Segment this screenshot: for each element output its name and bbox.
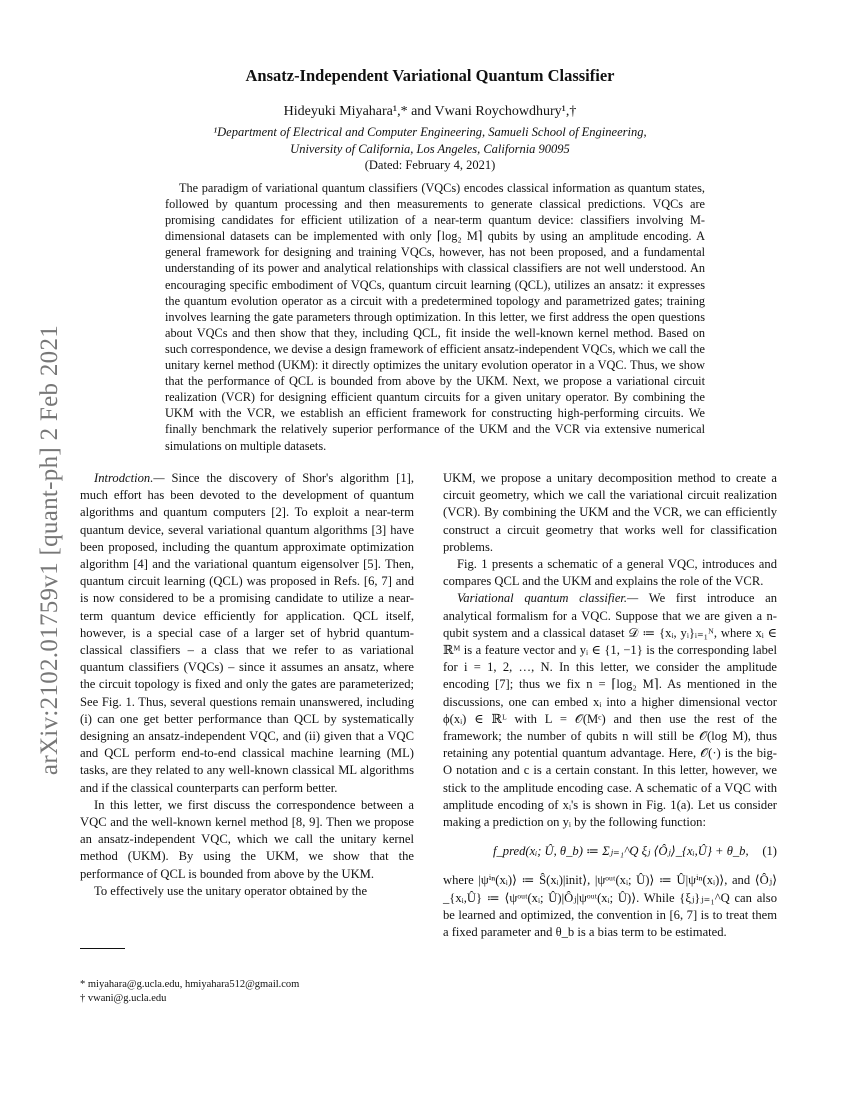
date-line: (Dated: February 4, 2021): [364, 158, 496, 172]
footnote: * miyahara@g.ucla.edu, hmiyahara512@gmail.com: [80, 979, 300, 990]
paragraph-text: Since the discovery of Shor's algorithm [1], much effort has been devoted to the development of quantum algorithms and quantum computers [2]. To exploit a near-term quantum device, several variational quantum algorithms [3] have been proposed, including the quantum approximate optimization algorithm [4] and the variational quantum eigensolver [5]. Then, quantum circuit learning (QCL) was proposed in Refs. [6, 7] and is now considered to be a promising candidate to utilize a near-term quantum device efficiently for application. QCL itself, however, is a special case of a larger set of hybrid quantum-classical classifiers – a class that we refer to as variational quantum classifiers (VQCs) – since it assumes an ansatz, where the circuit topology is fixed and only the gates are parameterized; See Fig. 1. Thus, several questions remain unanswered, including (i) can one get better performance than QCL by systematically designing an ansatz-independent VQC, and (ii) given that a VQC and QCL perform end-to-end classical machine learning (ML) tasks, are they related to any well-known classical ML algorithms and if the classical counterparts can perform better.: [80, 471, 414, 795]
paragraph: Fig. 1 presents a schematic of a general VQC, introduces and compares QCL and the UKM and explains the role of the VCR.: [443, 557, 777, 589]
footnote: † vwani@g.ucla.edu: [80, 993, 167, 1004]
footnote-rule: [80, 948, 125, 949]
affiliation-line: University of California, Los Angeles, California 90095: [290, 142, 570, 156]
paragraph: [80, 470, 414, 797]
arxiv-identifier: arXiv:2102.01759v1 [quant-ph] 2 Feb 2021: [36, 324, 63, 776]
paragraph-text: We first introduce an analytical formalism for a VQC. Suppose that we are given a n-qubit system and a classical dataset 𝒟 ≔ {xᵢ, yᵢ}ᵢ₌₁ᴺ, where xᵢ ∈ ℝᴹ is a feature vector and yᵢ ∈ {1, −1} is the corresponding label for i = 1, 2, …, N. In this letter, we consider the amplitude encoding [7]; thus we fix n = ⌈log₂ M⌉. As mentioned in the discussions, one can embed xᵢ into a higher dimensional vector ϕ(xᵢ) ∈ ℝᴸ with L = 𝒪(Mᶜ) and then use the rest of the framework; the number of qubits n will still be 𝒪(log M), thus retaining any potential quantum advantage. Here, 𝒪(·) is the big-O notation and c is a certain constant. In this letter, however, we stick to the amplitude encoding case. A schematic of a VQC with amplitude encoding of xᵢ's is shown in Fig. 1(a). Let us consider making a prediction on yᵢ by the following function:: [443, 591, 777, 830]
equation-number: (1): [762, 844, 777, 859]
affiliation: [150, 124, 710, 158]
author-list: Hideyuki Miyahara¹,* and Vwani Roychowdhury¹,†: [283, 104, 577, 119]
left-column: [80, 470, 414, 900]
section-heading: Introdction.—: [94, 471, 165, 485]
paragraph: UKM, we propose a unitary decomposition method to create a circuit geometry, which we call the variational circuit realization (VCR). By combining the UKM and the VCR, we can efficiently construct a circuit geometry that works well for classification problems.: [443, 471, 777, 554]
footnotes: [80, 978, 414, 1006]
section-heading: Variational quantum classifier.—: [457, 591, 639, 606]
paper-title: Ansatz-Independent Variational Quantum Classifier: [245, 66, 615, 85]
abstract: The paradigm of variational quantum classifiers (VQCs) encodes classical information as quantum states, followed by quantum processing and then measurements to generate classical predictions. VQCs are promising candidates for efficient utilization of a near-term quantum device: classifiers involving M-dimensional datasets can be implemented with only ⌈log₂ M⌉ qubits by using an amplitude encoding. A general framework for designing and training VQCs, however, has not been proposed, and a fundamental understanding of its power and analytical relationships with classical classifiers are not well understood. An encouraging specific embodiment of VQCs, quantum circuit learning (QCL), utilizes an ansatz: it expresses the quantum evolution operator as a circuit with a predetermined topology and parametrized gates; training involves learning the gate parameters through optimization. In this letter, we first address the open questions about VQCs and then show that they, including QCL, fit inside the well-known kernel method. Based on such correspondence, we devise a design framework of efficient ansatz-independent VQCs, which we call the unitary kernel method (UKM): it directly optimizes the unitary evolution operator in a VQC. Thus, we show that the performance of QCL is bounded from above by the UKM. Next, we propose a variational circuit realization (VCR) for designing efficient quantum circuits for a given unitary operator. By combining the UKM with the VCR, we establish an efficient framework for constructing high-performing circuits. We finally benchmark the relatively superior performance of the UKM and the VCR via extensive numerical simulations on multiple datasets.: [165, 181, 705, 453]
paragraph: To effectively use the unitary operator obtained by the: [94, 883, 368, 898]
affiliation-line: ¹Department of Electrical and Computer Engineering, Samueli School of Engineering,: [213, 125, 647, 139]
equation-1: [493, 843, 777, 860]
paragraph: where |ψⁱⁿ(xᵢ)⟩ ≔ Ŝ(xᵢ)|init⟩, |ψᵒᵘᵗ(xᵢ; Û)⟩ ≔ Û|ψⁱⁿ(xᵢ)⟩, and ⟨Ôⱼ⟩_{xᵢ,Û} ≔ ⟨ψᵒᵘᵗ(xᵢ; Û)|Ôⱼ|ψᵒᵘᵗ(xᵢ; Û)⟩. While {ξⱼ}ⱼ₌₁^Q can also be learned and optimized, the convention in [6, 7] is to treat them a fixed parameter and θ_b is a bias term to be estimated.: [443, 873, 777, 940]
equation-body: f_pred(xᵢ; Û, θ_b) ≔ Σⱼ₌₁^Q ξⱼ ⟨Ôⱼ⟩_{xᵢ,Û} + θ_b,: [493, 844, 749, 859]
paragraph: In this letter, we first discuss the correspondence between a VQC and the well-known kernel method [8, 9]. Then we propose an ansatz-independent VQC, which we call the unitary kernel method (UKM). By using the UKM, we show that the performance of QCL is bounded from above by the UKM.: [80, 797, 414, 881]
arxiv-sidebar: [30, 320, 70, 780]
right-column: [443, 470, 777, 941]
paragraph: [443, 590, 777, 831]
